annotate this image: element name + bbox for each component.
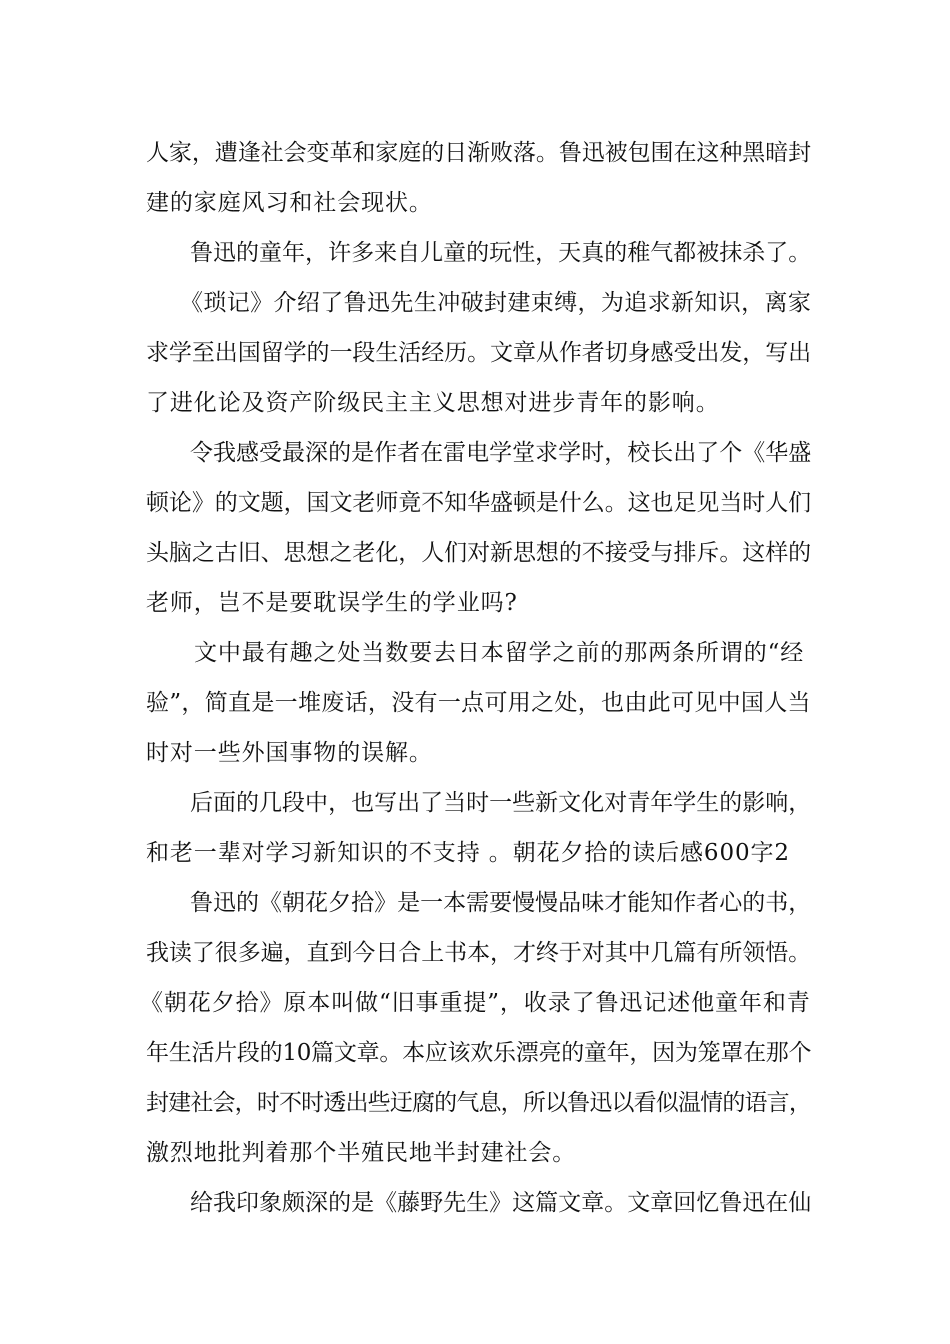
text-line: 老师，岂不是要耽误学生的学业吗? — [146, 590, 518, 616]
text-line: 令我感受最深的是作者在雷电学堂求学时，校长出了个《华盛 — [190, 440, 812, 466]
text-line: 和老一辈对学习新知识的不支持 。朝花夕拾的读后感600字2 — [146, 840, 790, 866]
text-line: 头脑之古旧、思想之老化，人们对新思想的不接受与排斥。这样的 — [146, 540, 812, 566]
text-line: 文中最有趣之处当数要去日本留学之前的那两条所谓的“经 — [194, 640, 805, 666]
text-line: 激烈地批判着那个半殖民地半封建社会。 — [146, 1140, 577, 1166]
text-line: 求学至出国留学的一段生活经历。文章从作者切身感受出发，写出 — [146, 340, 812, 366]
text-line: 给我印象颇深的是《藤野先生》这篇文章。文章回忆鲁迅在仙 — [190, 1190, 812, 1216]
text-line: 年生活片段的10篇文章。本应该欢乐漂亮的童年，因为笼罩在那个 — [146, 1040, 812, 1066]
text-line: 验”，简直是一堆废话，没有一点可用之处，也由此可见中国人当 — [146, 690, 811, 716]
text-line: 鲁迅的童年，许多来自儿童的玩性，天真的稚气都被抹杀了。 — [190, 240, 812, 266]
text-line: 封建社会，时不时透出些迂腐的气息，所以鲁迅以看似温情的语言， — [146, 1090, 812, 1116]
text-line: 顿论》的文题，国文老师竟不知华盛顿是什么。这也足见当时人们 — [146, 490, 812, 516]
text-line: 人家，遭逢社会变革和家庭的日渐败落。鲁迅被包围在这种黑暗封 — [146, 140, 812, 166]
text-line: 《朝花夕拾》原本叫做“旧事重提”，收录了鲁迅记述他童年和青 — [140, 990, 811, 1016]
text-line: 时对一些外国事物的误解。 — [146, 740, 433, 766]
text-line: 《琐记》介绍了鲁迅先生冲破封建束缚，为追求新知识，离家 — [180, 290, 812, 316]
text-line: 后面的几段中，也写出了当时一些新文化对青年学生的影响， — [190, 790, 812, 816]
text-line: 我读了很多遍，直到今日合上书本，才终于对其中几篇有所领悟。 — [146, 940, 812, 966]
text-line: 建的家庭风习和社会现状。 — [146, 190, 433, 216]
text-line: 了进化论及资产阶级民主主义思想对进步青年的影响。 — [146, 390, 720, 416]
text-line: 鲁迅的《朝花夕拾》是一本需要慢慢品味才能知作者心的书， — [190, 890, 812, 916]
